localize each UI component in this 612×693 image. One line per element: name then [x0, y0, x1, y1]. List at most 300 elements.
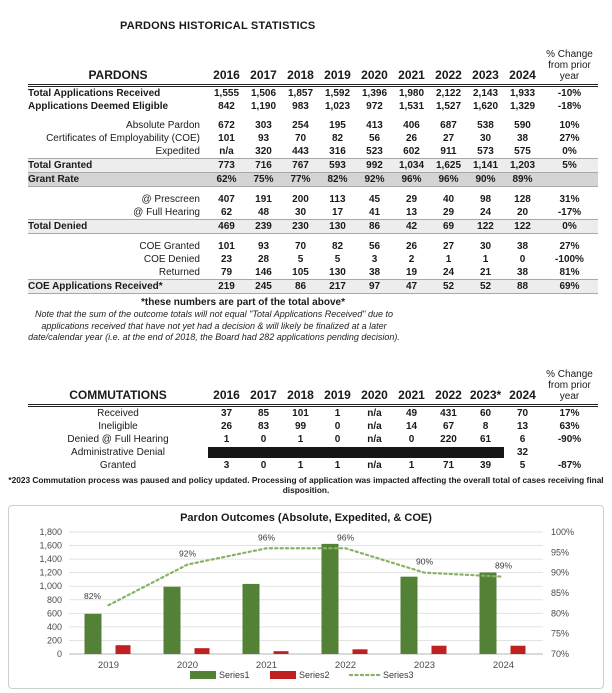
value-cell: 219 — [208, 280, 245, 294]
year-header: 2021 — [393, 38, 430, 86]
year-header: 2023* — [467, 358, 504, 406]
value-cell: 24 — [479, 207, 492, 218]
value-cell: 0 — [334, 433, 341, 445]
table-row — [28, 193, 598, 206]
value-cell: 48 — [257, 207, 270, 218]
x-axis-label: 2022 — [334, 659, 357, 671]
value-cell: 83 — [257, 420, 270, 432]
table-row — [28, 119, 598, 132]
row-label: COE Granted — [139, 241, 200, 252]
x-axis-label: 2019 — [97, 659, 120, 671]
x-axis-label: 2020 — [176, 659, 199, 671]
value-cell: 0 — [408, 433, 415, 445]
value-cell: 2,143 — [472, 88, 499, 99]
bar-series1 — [85, 613, 102, 653]
value-cell: 1 — [445, 254, 452, 265]
line-data-label: 89% — [494, 560, 513, 571]
value-cell: 21 — [479, 267, 492, 278]
value-cell: 38 — [516, 267, 529, 278]
year-header: 2018 — [282, 38, 319, 86]
value-cell: 1,933 — [509, 88, 536, 99]
value-cell: 1 — [297, 459, 304, 471]
value-cell: 1,190 — [250, 101, 277, 112]
value-cell: 239 — [245, 220, 282, 234]
value-cell: 538 — [477, 120, 494, 131]
value-cell: 61 — [479, 433, 492, 445]
value-cell: n/a — [367, 459, 382, 471]
value-cell: 842 — [218, 101, 235, 112]
value-cell: 6 — [519, 433, 526, 445]
value-cell: 90% — [467, 173, 504, 187]
value-cell: 77% — [282, 173, 319, 187]
table-row — [28, 145, 598, 159]
value-cell: 69 — [430, 220, 467, 234]
value-cell: 1,023 — [324, 101, 351, 112]
value-cell: 41 — [368, 207, 381, 218]
value-cell: 62 — [220, 207, 233, 218]
left-axis-tick: 800 — [46, 594, 62, 605]
pct-cell: 69% — [541, 280, 598, 294]
value-cell: 101 — [218, 133, 235, 144]
value-cell: 113 — [329, 194, 346, 205]
value-cell: 47 — [393, 280, 430, 294]
value-cell: 39 — [479, 459, 492, 471]
page-title: PARDONS HISTORICAL STATISTICS — [120, 20, 316, 32]
value-cell: 79 — [220, 267, 233, 278]
year-header: 2017 — [245, 38, 282, 86]
line-data-label: 90% — [415, 556, 434, 567]
redacted-bar — [208, 447, 504, 458]
pct-cell: -10% — [557, 88, 582, 99]
value-cell: 303 — [255, 120, 272, 131]
value-cell: 687 — [440, 120, 457, 131]
value-cell: 1,034 — [393, 159, 430, 173]
table-row — [28, 459, 598, 472]
value-cell: 245 — [245, 280, 282, 294]
value-cell: 983 — [292, 101, 309, 112]
value-cell: 52 — [430, 280, 467, 294]
value-cell: 101 — [218, 241, 235, 252]
pardon-outcomes-chart — [8, 505, 604, 689]
bar-series2 — [274, 651, 289, 654]
value-cell: 62% — [208, 173, 245, 187]
right-axis-tick: 90% — [551, 567, 570, 578]
left-axis-tick: 1,400 — [39, 553, 62, 564]
value-cell: 3 — [223, 459, 230, 471]
row-label: Granted — [99, 459, 137, 471]
left-axis-tick: 1,800 — [39, 526, 62, 537]
value-cell: 0 — [519, 254, 526, 265]
value-cell: 575 — [514, 146, 531, 157]
value-cell: 911 — [440, 146, 457, 157]
value-cell: 200 — [292, 194, 309, 205]
value-cell: 37 — [220, 407, 233, 419]
value-cell: 105 — [292, 267, 309, 278]
value-cell: 672 — [218, 120, 235, 131]
value-cell: 1,592 — [324, 88, 351, 99]
value-cell: 93 — [257, 241, 270, 252]
value-cell: 13 — [405, 207, 418, 218]
right-axis-tick: 70% — [551, 648, 570, 659]
value-cell: 220 — [440, 433, 457, 445]
pct-cell: 31% — [559, 194, 580, 205]
pct-cell: 17% — [559, 407, 580, 419]
value-cell: 26 — [405, 133, 418, 144]
year-header: 2019 — [319, 38, 356, 86]
table-name-header: COMMUTATIONS — [28, 358, 208, 406]
value-cell: 2 — [408, 254, 415, 265]
value-cell: 49 — [405, 407, 418, 419]
pct-cell: 27% — [559, 241, 580, 252]
pct-cell: 0% — [541, 220, 598, 234]
year-header: 2020 — [356, 38, 393, 86]
value-cell: 99 — [294, 420, 307, 432]
bar-series1 — [243, 583, 260, 653]
pct-cell: 63% — [559, 420, 580, 432]
value-cell: 195 — [329, 120, 346, 131]
value-cell: n/a — [367, 420, 382, 432]
value-cell: 52 — [467, 280, 504, 294]
year-header: 2018 — [282, 358, 319, 406]
value-cell: 2,122 — [435, 88, 462, 99]
row-label: Returned — [158, 267, 200, 278]
value-cell: 431 — [440, 407, 457, 419]
bar-series1 — [164, 586, 181, 653]
table-row — [28, 86, 598, 101]
value-cell: 1,141 — [467, 159, 504, 173]
value-cell: 1,857 — [287, 88, 314, 99]
left-axis-tick: 600 — [46, 607, 62, 618]
table-header — [28, 38, 598, 86]
value-cell: 1,203 — [504, 159, 541, 173]
row-label: COE Denied — [143, 254, 200, 265]
value-cell: 128 — [514, 194, 531, 205]
value-cell: 443 — [292, 146, 309, 157]
value-cell: 26 — [405, 241, 418, 252]
value-cell: 992 — [356, 159, 393, 173]
value-cell: 8 — [482, 420, 489, 432]
value-cell: 122 — [504, 220, 541, 234]
commutations-table — [28, 358, 598, 472]
row-label: @ Prescreen — [141, 194, 200, 205]
value-cell: 602 — [403, 146, 420, 157]
year-header: 2023 — [467, 38, 504, 86]
value-cell: 92% — [356, 173, 393, 187]
value-cell: n/a — [367, 433, 382, 445]
right-axis-tick: 100% — [551, 526, 575, 537]
bar-series1 — [401, 576, 418, 653]
value-cell: 590 — [514, 120, 531, 131]
right-axis-tick: 80% — [551, 607, 570, 618]
bar-series2 — [195, 648, 210, 654]
row-label: Applications Deemed Eligible — [28, 101, 169, 112]
value-cell: 573 — [477, 146, 494, 157]
right-axis-tick: 85% — [551, 587, 570, 598]
table-row — [28, 405, 598, 420]
pct-cell: -100% — [555, 254, 584, 265]
row-label: Absolute Pardon — [126, 120, 200, 131]
pct-cell — [541, 446, 598, 459]
value-cell: 972 — [366, 101, 383, 112]
row-label: @ Full Hearing — [133, 207, 200, 218]
value-cell: 0 — [260, 433, 267, 445]
row-label: Received — [97, 407, 139, 419]
pct-cell: 5% — [541, 159, 598, 173]
value-cell: 29 — [442, 207, 455, 218]
value-cell: 230 — [282, 220, 319, 234]
header-row — [28, 38, 598, 86]
table-row — [28, 100, 598, 113]
legend-swatch-series2 — [270, 671, 296, 679]
year-header: 2024 — [504, 38, 541, 86]
line-data-label: 82% — [83, 590, 102, 601]
legend-label-series2: Series2 — [299, 669, 330, 680]
value-cell: 1,531 — [398, 101, 425, 112]
value-cell: 38 — [516, 133, 529, 144]
row-label: Denied @ Full Hearing — [67, 433, 169, 445]
value-cell: 32 — [516, 446, 529, 458]
value-cell: 1 — [482, 254, 489, 265]
value-cell: 67 — [442, 420, 455, 432]
value-cell: 316 — [329, 146, 346, 157]
value-cell: 122 — [467, 220, 504, 234]
table-row — [28, 220, 598, 234]
row-label: Total Denied — [28, 220, 208, 234]
value-cell: 5 — [297, 254, 304, 265]
value-cell: 3 — [371, 254, 378, 265]
pct-cell: -18% — [557, 101, 582, 112]
value-cell: 13 — [516, 420, 529, 432]
chart-canvas — [9, 506, 603, 688]
value-cell: 82 — [331, 241, 344, 252]
value-cell: 88 — [504, 280, 541, 294]
value-cell: 146 — [255, 267, 272, 278]
row-label: Expedited — [155, 146, 200, 157]
value-cell: 469 — [208, 220, 245, 234]
row-label: Administrative Denial — [71, 446, 165, 458]
left-axis-tick: 1,000 — [39, 580, 62, 591]
value-cell: 773 — [208, 159, 245, 173]
left-axis-tick: 200 — [46, 634, 62, 645]
value-cell: 14 — [405, 420, 418, 432]
table-row — [28, 446, 598, 459]
pct-cell: 81% — [559, 267, 580, 278]
value-cell: 1 — [297, 433, 304, 445]
value-cell: 30 — [294, 207, 307, 218]
value-cell: 23 — [220, 254, 233, 265]
value-cell: 40 — [442, 194, 455, 205]
table-row — [28, 420, 598, 433]
value-cell: 70 — [294, 133, 307, 144]
value-cell: 27 — [442, 133, 455, 144]
year-header: 2021 — [393, 358, 430, 406]
bar-series2 — [353, 649, 368, 654]
value-cell: 70 — [294, 241, 307, 252]
bar-series1 — [480, 572, 497, 654]
pct-cell: 27% — [559, 133, 580, 144]
value-cell: 1,555 — [213, 88, 240, 99]
value-cell: 130 — [329, 267, 346, 278]
row-label: Certificates of Employability (COE) — [46, 133, 200, 144]
table-row — [28, 266, 598, 280]
row-label: Ineligible — [98, 420, 138, 432]
value-cell: 1,329 — [509, 101, 536, 112]
value-cell: 56 — [368, 133, 381, 144]
value-cell: 191 — [255, 194, 272, 205]
year-header: 2017 — [245, 358, 282, 406]
value-cell: 86 — [282, 280, 319, 294]
value-cell: 1 — [408, 459, 415, 471]
value-cell: n/a — [367, 407, 382, 419]
left-axis-tick: 0 — [56, 648, 62, 659]
value-cell: 56 — [368, 241, 381, 252]
table-row — [28, 433, 598, 446]
value-cell: 1 — [334, 407, 341, 419]
value-cell: 27 — [442, 241, 455, 252]
value-cell: 1,620 — [472, 101, 499, 112]
pct-cell — [541, 173, 598, 187]
chart-title: Pardon Outcomes (Absolute, Expedited, & COE) — [180, 511, 432, 524]
value-cell: 30 — [479, 133, 492, 144]
table-header — [28, 358, 598, 406]
value-cell: 71 — [442, 459, 455, 471]
value-cell: 86 — [356, 220, 393, 234]
value-cell: 101 — [292, 407, 309, 419]
pct-cell: 10% — [559, 120, 580, 131]
table-row — [28, 173, 598, 187]
value-cell: 130 — [319, 220, 356, 234]
value-cell: 45 — [368, 194, 381, 205]
year-header: 2016 — [208, 358, 245, 406]
value-cell: 38 — [516, 241, 529, 252]
table-name-header: PARDONS — [28, 38, 208, 86]
line-data-label: 92% — [178, 548, 197, 559]
right-axis-tick: 95% — [551, 546, 570, 557]
value-cell: 82 — [331, 133, 344, 144]
value-cell: 406 — [403, 120, 420, 131]
year-header: 2022 — [430, 38, 467, 86]
value-cell: 85 — [257, 407, 270, 419]
value-cell: 407 — [218, 194, 235, 205]
year-header: 2016 — [208, 38, 245, 86]
bar-series2 — [432, 645, 447, 653]
row-label: Total Granted — [28, 159, 208, 173]
pct-cell: -17% — [557, 207, 582, 218]
redacted-cell — [208, 446, 504, 459]
bar-series2 — [511, 645, 526, 653]
row-label: Grant Rate — [28, 173, 208, 187]
header-row — [28, 358, 598, 406]
line-data-label: 96% — [257, 531, 276, 542]
table-row — [28, 240, 598, 253]
value-cell: 1,506 — [250, 88, 277, 99]
value-cell: 60 — [479, 407, 492, 419]
x-axis-label: 2023 — [413, 659, 436, 671]
value-cell: 593 — [319, 159, 356, 173]
row-label: Total Applications Received — [28, 88, 161, 99]
table-row — [28, 159, 598, 173]
value-cell: 19 — [405, 267, 418, 278]
value-cell: 716 — [245, 159, 282, 173]
value-cell: 96% — [393, 173, 430, 187]
value-cell: 0 — [334, 420, 341, 432]
value-cell: 26 — [220, 420, 233, 432]
legend-label-series3: Series3 — [383, 669, 414, 680]
table-row — [28, 280, 598, 294]
value-cell: 38 — [368, 267, 381, 278]
legend-label-series1: Series1 — [219, 669, 250, 680]
value-cell: 320 — [255, 146, 272, 157]
bar-series2 — [116, 645, 131, 654]
value-cell: 1,625 — [430, 159, 467, 173]
value-cell: 29 — [405, 194, 418, 205]
value-cell: 97 — [356, 280, 393, 294]
left-axis-tick: 1,600 — [39, 540, 62, 551]
value-cell: 93 — [257, 133, 270, 144]
pct-cell: 0% — [562, 146, 577, 157]
value-cell: 17 — [331, 207, 344, 218]
value-cell: 98 — [479, 194, 492, 205]
pardons-table — [28, 38, 598, 294]
table-body — [28, 405, 598, 472]
value-cell: 30 — [479, 241, 492, 252]
line-data-label: 96% — [336, 531, 355, 542]
value-cell: 523 — [366, 146, 383, 157]
value-cell: 767 — [282, 159, 319, 173]
pct-cell: -90% — [557, 433, 582, 445]
value-cell: n/a — [219, 146, 234, 157]
value-cell: 28 — [257, 254, 270, 265]
year-header: 2020 — [356, 358, 393, 406]
table-row — [28, 206, 598, 220]
table-row — [28, 132, 598, 145]
value-cell: 75% — [245, 173, 282, 187]
value-cell: 254 — [292, 120, 309, 131]
value-cell: 1 — [223, 433, 230, 445]
value-cell: 82% — [319, 173, 356, 187]
bar-series1 — [322, 543, 339, 653]
value-cell: 1 — [334, 459, 341, 471]
pardons-note-total: *these numbers are part of the total above* — [141, 297, 345, 308]
value-cell: 20 — [516, 207, 529, 218]
x-axis-label: 2021 — [255, 659, 278, 671]
commutations-footnote: *2023 Commutation process was paused and policy updated. Processing of application was impacted affecting the overall total of cases receiving final disposition. — [8, 474, 604, 495]
value-cell: 89% — [504, 173, 541, 187]
value-cell: 1,980 — [398, 88, 425, 99]
pardons-note-disclaimer: Note that the sum of the outcome totals will not equal "Total Applications Received" due to applications received that have not yet had a decision & will likely be finalized at a later date/calendar year (i.e. at the end of 2018, the Board had 282 applications pending decision). — [28, 309, 400, 342]
right-axis-tick: 75% — [551, 628, 570, 639]
value-cell: 96% — [430, 173, 467, 187]
table-row — [28, 253, 598, 266]
left-axis-tick: 400 — [46, 621, 62, 632]
left-axis-tick: 1,200 — [39, 567, 62, 578]
value-cell: 413 — [366, 120, 383, 131]
pct-change-header: % Change from prior year — [541, 38, 598, 86]
row-label: COE Applications Received* — [28, 280, 208, 294]
value-cell: 1,527 — [435, 101, 462, 112]
value-cell: 0 — [260, 459, 267, 471]
pct-change-header: % Change from prior year — [541, 358, 598, 406]
value-cell: 24 — [442, 267, 455, 278]
legend-swatch-series1 — [190, 671, 216, 679]
x-axis-label: 2024 — [492, 659, 515, 671]
year-header: 2024 — [504, 358, 541, 406]
value-cell: 217 — [319, 280, 356, 294]
year-header: 2019 — [319, 358, 356, 406]
year-header: 2022 — [430, 358, 467, 406]
value-cell: 1,396 — [361, 88, 388, 99]
table-body — [28, 86, 598, 294]
